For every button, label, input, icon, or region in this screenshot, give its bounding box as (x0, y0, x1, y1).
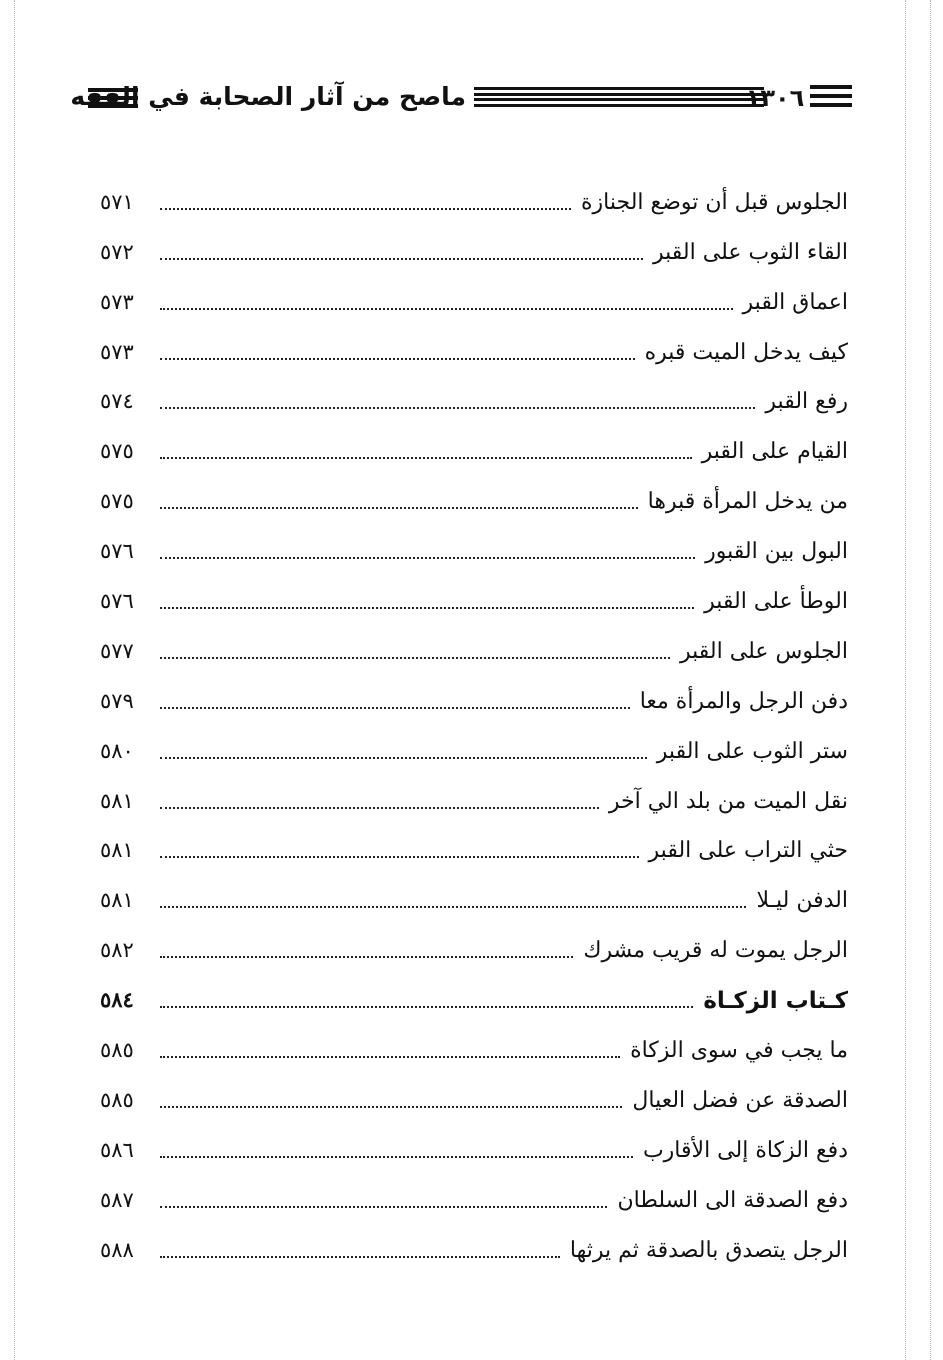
dot-leader (160, 856, 639, 858)
toc-entry (100, 1166, 848, 1216)
toc-page-number: ٥٧٦ (100, 539, 134, 564)
toc-entry-title: ما يجب في سوى الزكاة (630, 1038, 848, 1064)
running-title: ماصح من آثار الصحابة في الفقه (70, 82, 466, 111)
toc-page-number: ٥٧٥ (100, 439, 134, 464)
toc-page-number: ٥٧٣ (100, 289, 134, 314)
toc-entry-title: القاء الثوب على القبر (653, 239, 848, 265)
toc-page-number: ٥٨١ (100, 838, 134, 863)
dot-leader (160, 607, 694, 609)
toc-entry-title: الدفن ليـلا (756, 888, 848, 914)
left-margin-guide (14, 0, 15, 1360)
header-rule-right (810, 85, 852, 107)
toc-entry (100, 517, 848, 567)
toc-entry-title: اعماق القبر (742, 289, 848, 315)
toc-entry-title: الرجل يموت له قريب مشرك (583, 938, 848, 964)
dot-leader (160, 507, 638, 509)
dot-leader (160, 1206, 607, 1208)
toc-page-number: ٥٧٢ (100, 239, 134, 264)
toc-entry-title: من يدخل المرأة قبرها (647, 489, 848, 515)
toc-entry-title: دفع الصدقة الى السلطان (617, 1187, 848, 1213)
toc-entry (100, 617, 848, 667)
toc-page-number: ٥٨٨ (100, 1237, 134, 1262)
dot-leader (160, 1106, 622, 1108)
toc-entry (100, 417, 848, 467)
toc-entry (100, 368, 848, 418)
dot-leader (160, 707, 630, 709)
dot-leader (160, 308, 733, 310)
dot-leader (160, 657, 670, 659)
toc-entry-title: ستر الثوب على القبر (656, 738, 848, 764)
toc-page-number: ٥٧٧ (100, 638, 134, 663)
toc-page-number: ٥٧٦ (100, 589, 134, 614)
toc-page-number: ٥٧٤ (100, 389, 134, 414)
dot-leader (160, 1056, 620, 1058)
toc-entry-title: الوطأ على القبر (704, 589, 848, 615)
toc-entry (100, 467, 848, 517)
toc-page-number: ٥٧٥ (100, 489, 134, 514)
dot-leader (160, 457, 692, 459)
dot-leader (160, 557, 695, 559)
toc-entry (100, 168, 848, 218)
toc-page-number: ٥٨١ (100, 888, 134, 913)
dot-leader (160, 208, 571, 210)
dot-leader (160, 407, 755, 409)
toc-entry-title: الصدقة عن فضل العيال (632, 1087, 848, 1113)
toc-entry-title: كيف يدخل الميت قبره (644, 339, 848, 365)
toc-entry (100, 817, 848, 867)
dot-leader (160, 906, 746, 908)
toc-entry-title: البول بين القبور (705, 539, 848, 565)
toc-page-number: ٥٨٢ (100, 938, 134, 963)
table-of-contents (100, 168, 848, 1266)
toc-entry-title: دفع الزكاة إلى الأقارب (642, 1137, 848, 1163)
toc-entry (100, 567, 848, 617)
toc-entry (100, 916, 848, 966)
toc-entry-title: رفع القبر (765, 389, 848, 415)
toc-page-number: ٥٧١ (100, 189, 134, 214)
header-rule-middle (474, 87, 764, 107)
toc-entry (100, 268, 848, 318)
toc-page-number: ٥٨٠ (100, 738, 134, 763)
toc-page-number: ٥٨١ (100, 788, 134, 813)
toc-page-number: ٥٧٣ (100, 339, 134, 364)
toc-entry (100, 1216, 848, 1266)
running-header (70, 76, 852, 120)
toc-entry (100, 1116, 848, 1166)
toc-section-heading (100, 966, 848, 1016)
toc-entry (100, 667, 848, 717)
dot-leader (160, 807, 599, 809)
page-number: ١٣٠٦ (745, 84, 805, 112)
toc-entry-title: الجلوس على القبر (680, 638, 848, 664)
toc-entry-title: حثي التراب على القبر (648, 838, 848, 864)
outer-margin-guide (930, 0, 931, 1360)
dot-leader (160, 1256, 560, 1258)
toc-entry (100, 218, 848, 268)
toc-entry (100, 767, 848, 817)
toc-entry-title: نقل الميت من بلد الي آخر (608, 788, 848, 814)
dot-leader (160, 956, 573, 958)
toc-page-number: ٥٨٥ (100, 1087, 134, 1112)
dot-leader (160, 1156, 633, 1158)
toc-entry (100, 1016, 848, 1066)
toc-entry-title: الجلوس قبل أن توضع الجنازة (581, 189, 848, 215)
toc-page-number: ٥٧٩ (100, 688, 134, 713)
toc-entry-title: دفن الرجل والمرأة معا (639, 688, 848, 714)
dot-leader (160, 258, 643, 260)
dot-leader (160, 1006, 693, 1008)
toc-entry (100, 717, 848, 767)
right-margin-guide (905, 0, 906, 1360)
toc-entry-title: القيام على القبر (701, 439, 848, 465)
toc-page-number: ٥٨٥ (100, 1038, 134, 1063)
toc-page-number: ٥٨٧ (100, 1187, 134, 1212)
toc-entry-title: الرجل يتصدق بالصدقة ثم يرثها (569, 1237, 848, 1263)
toc-entry (100, 318, 848, 368)
toc-entry (100, 1066, 848, 1116)
toc-entry (100, 866, 848, 916)
dot-leader (160, 757, 647, 759)
toc-entry-title: كـتاب الزكـاة (703, 988, 848, 1015)
toc-page-number: ٥٨٦ (100, 1137, 134, 1162)
toc-page-number: ٥٨٤ (100, 987, 134, 1013)
dot-leader (160, 358, 635, 360)
